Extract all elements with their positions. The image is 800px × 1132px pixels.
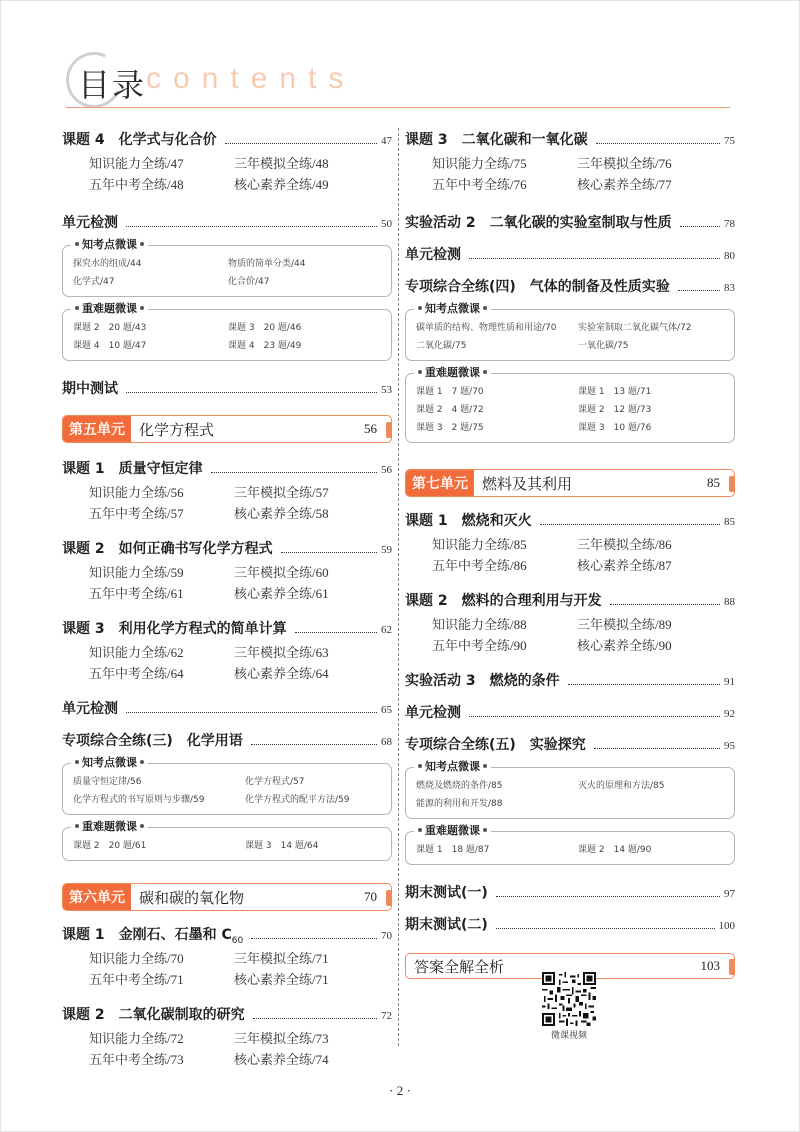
- bullet-icon: [140, 242, 144, 246]
- entry-title: 实验活动 3 燃烧的条件: [405, 673, 560, 689]
- entry-page: 53: [381, 384, 392, 396]
- subsection-list: [62, 1028, 392, 1070]
- sub-item[interactable]: 核心素养全练/49: [234, 177, 329, 192]
- entry-title: 单元检测: [405, 247, 461, 263]
- entry-title: 单元检测: [405, 705, 461, 721]
- sub-item[interactable]: 三年模拟全练/86: [577, 537, 672, 552]
- sub-item[interactable]: 知识能力全练/56: [89, 485, 184, 500]
- micro-lesson-item[interactable]: 课题 1 7 题/70: [416, 387, 484, 397]
- leader-dots: [610, 604, 720, 605]
- sub-item[interactable]: 核心素养全练/58: [234, 506, 329, 521]
- micro-lesson-item[interactable]: 探究水的组成/44: [73, 259, 142, 269]
- leader-dots: [251, 938, 377, 939]
- micro-lesson-item[interactable]: 一氧化碳/75: [578, 341, 629, 351]
- entry-page: 59: [381, 544, 392, 556]
- micro-lesson-item[interactable]: 课题 3 14 题/64: [245, 841, 319, 851]
- box-label: [414, 760, 491, 774]
- micro-lesson-item[interactable]: 质量守恒定律/56: [73, 777, 142, 787]
- leader-dots: [678, 290, 720, 291]
- toc-entry-exp3[interactable]: [405, 671, 735, 691]
- entry-title: 课题 1 质量守恒定律: [62, 461, 203, 477]
- micro-lesson-item[interactable]: 课题 3 20 题/46: [228, 323, 302, 333]
- box-label: [71, 302, 148, 316]
- entry-page: 97: [724, 888, 735, 900]
- unit-page: 70: [364, 889, 377, 904]
- toc-entry-unit-test[interactable]: [405, 703, 735, 723]
- micro-lesson-box-difficult: [62, 302, 392, 361]
- right-column: [405, 122, 735, 979]
- page-subtitle: contents: [146, 62, 356, 95]
- bullet-icon: [140, 824, 144, 828]
- subsection-list: [405, 614, 735, 656]
- entry-title: 课题 2 二氧化碳制取的研究: [62, 1007, 245, 1023]
- answers-title: 答案全解全析: [414, 957, 505, 976]
- unit-tag: 第六单元: [63, 884, 131, 910]
- toc-entry-u5-topic2[interactable]: [62, 539, 392, 559]
- micro-lesson-item[interactable]: 化学式/47: [73, 277, 115, 287]
- box-label: [71, 238, 148, 252]
- entry-title-subscript: 60: [231, 935, 244, 946]
- entry-page: 70: [381, 930, 392, 942]
- leader-dots: [251, 744, 377, 745]
- sub-item[interactable]: 核心素养全练/87: [577, 558, 672, 573]
- micro-lesson-item[interactable]: 课题 4 10 题/47: [73, 341, 147, 351]
- micro-lesson-item[interactable]: 化合价/47: [228, 277, 270, 287]
- toc-entry-u5-topic3[interactable]: [62, 619, 392, 639]
- leader-dots: [281, 552, 377, 553]
- entry-page: 88: [724, 596, 735, 608]
- unit-header-6[interactable]: [62, 883, 392, 911]
- sub-item[interactable]: 核心素养全练/64: [234, 666, 329, 681]
- entry-title: [62, 925, 243, 951]
- entry-page: 47: [381, 135, 392, 147]
- unit-name: 化学方程式: [139, 420, 215, 439]
- micro-lesson-item[interactable]: 课题 2 20 题/61: [73, 841, 147, 851]
- page-title: 目录: [78, 66, 147, 104]
- sub-item[interactable]: 三年模拟全练/57: [234, 485, 329, 500]
- bullet-icon: [418, 764, 422, 768]
- sub-item[interactable]: 五年中考全练/73: [89, 1052, 184, 1067]
- sub-item[interactable]: 五年中考全练/86: [432, 558, 527, 573]
- sub-item[interactable]: 三年模拟全练/60: [234, 565, 329, 580]
- entry-page: 83: [724, 282, 735, 294]
- entry-page: 68: [381, 736, 392, 748]
- answers-page: 103: [700, 958, 720, 973]
- subsection-list: [62, 153, 392, 195]
- micro-lesson-item[interactable]: 课题 2 14 题/90: [578, 845, 652, 855]
- header-rule: [66, 107, 730, 108]
- entry-title: 实验活动 2 二氧化碳的实验室制取与性质: [405, 215, 672, 231]
- entry-page: 56: [381, 464, 392, 476]
- entry-page: 95: [724, 740, 735, 752]
- micro-lesson-item[interactable]: 课题 1 13 题/71: [578, 387, 652, 397]
- leader-dots: [496, 896, 720, 897]
- micro-lesson-box-knowledge: [405, 302, 735, 361]
- toc-entry-unit-test[interactable]: [62, 213, 392, 233]
- bullet-icon: [483, 370, 487, 374]
- toc-entry-final2[interactable]: [405, 915, 735, 935]
- toc-entry-special3[interactable]: [62, 731, 392, 751]
- micro-lesson-item[interactable]: 课题 1 18 题/87: [416, 845, 490, 855]
- subsection-list: [62, 642, 392, 684]
- unit-header-7[interactable]: [405, 469, 735, 497]
- entry-title: 课题 1 燃烧和灭火: [405, 513, 532, 529]
- sub-item[interactable]: 知识能力全练/72: [89, 1031, 184, 1046]
- box-label-text: 重难题微课: [425, 824, 480, 837]
- sub-item[interactable]: 五年中考全练/76: [432, 177, 527, 192]
- box-label: [414, 824, 491, 838]
- bullet-icon: [75, 242, 79, 246]
- bullet-icon: [75, 306, 79, 310]
- entry-title: 期末测试(二): [405, 917, 488, 933]
- box-label-text: 重难题微课: [82, 820, 137, 833]
- sub-item[interactable]: 知识能力全练/85: [432, 537, 527, 552]
- toc-entry-topic4[interactable]: [62, 130, 392, 150]
- leader-dots: [594, 748, 720, 749]
- micro-lesson-box-knowledge: [62, 238, 392, 297]
- micro-lesson-item[interactable]: 课题 2 12 题/73: [578, 405, 652, 415]
- toc-entry-special5[interactable]: [405, 735, 735, 755]
- micro-lesson-box-knowledge: [405, 760, 735, 819]
- unit-tag: 第七单元: [406, 470, 474, 496]
- box-label: [71, 756, 148, 770]
- subsection-list: [62, 482, 392, 524]
- subsection-list: [62, 948, 392, 990]
- box-label-text: 重难题微课: [425, 366, 480, 379]
- micro-lesson-item[interactable]: 化学方程式的配平方法/59: [245, 795, 350, 805]
- toc-entry-special4[interactable]: [405, 277, 735, 297]
- sub-item[interactable]: 知识能力全练/62: [89, 645, 184, 660]
- qr-caption: 微课视频: [550, 1031, 587, 1041]
- micro-lesson-item[interactable]: 能源的利用和开发/88: [416, 799, 503, 809]
- entry-title: 课题 2 燃料的合理利用与开发: [405, 593, 602, 609]
- box-label: [414, 302, 491, 316]
- qr-code-icon[interactable]: [542, 972, 596, 1026]
- leader-dots: [225, 143, 377, 144]
- sub-item[interactable]: 知识能力全练/70: [89, 951, 184, 966]
- sub-item[interactable]: 知识能力全练/88: [432, 617, 527, 632]
- micro-lesson-item[interactable]: 二氧化碳/75: [416, 341, 467, 351]
- leader-dots: [469, 716, 720, 717]
- toc-entry-u7-topic1[interactable]: [405, 511, 735, 531]
- micro-lesson-item[interactable]: 课题 4 23 题/49: [228, 341, 302, 351]
- box-label-text: 重难题微课: [82, 302, 137, 315]
- column-divider: [398, 128, 399, 1046]
- entry-title: 课题 2 如何正确书写化学方程式: [62, 541, 273, 557]
- entry-title: 期中测试: [62, 381, 118, 397]
- page-number: · 2 ·: [389, 1083, 411, 1098]
- entry-title: 期末测试(一): [405, 885, 488, 901]
- sub-item[interactable]: 三年模拟全练/73: [234, 1031, 329, 1046]
- sub-item[interactable]: 核心素养全练/90: [577, 638, 672, 653]
- leader-dots: [126, 392, 377, 393]
- box-label-text: 知考点微课: [425, 760, 480, 773]
- sub-item[interactable]: 五年中考全练/57: [89, 506, 184, 521]
- sub-item[interactable]: 核心素养全练/61: [234, 586, 329, 601]
- unit-page: 85: [707, 475, 720, 490]
- toc-entry-midterm[interactable]: [62, 379, 392, 399]
- box-label-text: 知考点微课: [82, 756, 137, 769]
- micro-lesson-item[interactable]: 灭火的原理和方法/85: [578, 781, 665, 791]
- bullet-icon: [483, 764, 487, 768]
- bullet-icon: [483, 306, 487, 310]
- unit-name: 碳和碳的氧化物: [139, 888, 245, 907]
- entry-page: 78: [724, 218, 735, 230]
- entry-page: 72: [381, 1010, 392, 1022]
- sub-item[interactable]: 三年模拟全练/76: [577, 156, 672, 171]
- bullet-icon: [75, 760, 79, 764]
- unit-header-5[interactable]: [62, 415, 392, 443]
- leader-dots: [126, 226, 377, 227]
- micro-lesson-item[interactable]: 课题 2 4 题/72: [416, 405, 484, 415]
- subsection-list: [62, 562, 392, 604]
- box-label: [414, 366, 491, 380]
- toc-entry-u5-topic1[interactable]: [62, 459, 392, 479]
- sub-item[interactable]: 五年中考全练/71: [89, 972, 184, 987]
- entry-page: 92: [724, 708, 735, 720]
- sub-item[interactable]: 三年模拟全练/89: [577, 617, 672, 632]
- bullet-icon: [418, 306, 422, 310]
- bullet-icon: [483, 828, 487, 832]
- box-label: [71, 820, 148, 834]
- sub-item[interactable]: 核心素养全练/77: [577, 177, 672, 192]
- entry-title: 课题 4 化学式与化合价: [62, 132, 217, 148]
- unit-name: 燃料及其利用: [482, 474, 573, 493]
- toc-entry-u6-topic2[interactable]: [62, 1005, 392, 1025]
- entry-page: 85: [724, 516, 735, 528]
- box-label-text: 知考点微课: [425, 302, 480, 315]
- entry-page: 75: [724, 135, 735, 147]
- leader-dots: [568, 684, 720, 685]
- micro-lesson-item[interactable]: 实验室制取二氧化碳气体/72: [578, 323, 692, 333]
- bullet-icon: [418, 828, 422, 832]
- leader-dots: [469, 258, 720, 259]
- micro-lesson-item[interactable]: 课题 3 10 题/76: [578, 423, 652, 433]
- micro-lesson-box-difficult: [405, 824, 735, 865]
- subsection-list: [405, 534, 735, 576]
- entry-page: 100: [718, 920, 735, 932]
- micro-lesson-item[interactable]: 化学方程式的书写原则与步骤/59: [73, 795, 205, 805]
- leader-dots: [211, 472, 377, 473]
- subsection-list: [405, 153, 735, 195]
- micro-lesson-item[interactable]: 物质的简单分类/44: [228, 259, 306, 269]
- entry-page: 50: [381, 218, 392, 230]
- leader-dots: [253, 1018, 377, 1019]
- sub-item[interactable]: 知识能力全练/75: [432, 156, 527, 171]
- micro-lesson-item[interactable]: 课题 2 20 题/43: [73, 323, 147, 333]
- sub-item[interactable]: 知识能力全练/47: [89, 156, 184, 171]
- micro-lesson-item[interactable]: 燃烧及燃烧的条件/85: [416, 781, 503, 791]
- unit-tag: 第五单元: [63, 416, 131, 442]
- sub-item[interactable]: 核心素养全练/71: [234, 972, 329, 987]
- entry-title: 单元检测: [62, 215, 118, 231]
- toc-entry-unit-test[interactable]: [62, 699, 392, 719]
- sub-item[interactable]: 五年中考全练/48: [89, 177, 184, 192]
- left-column: [62, 122, 392, 1070]
- entry-page: 62: [381, 624, 392, 636]
- sub-item[interactable]: 三年模拟全练/48: [234, 156, 329, 171]
- toc-entry-u6-topic1[interactable]: [62, 925, 392, 945]
- bullet-icon: [140, 306, 144, 310]
- box-label-text: 知考点微课: [82, 238, 137, 251]
- toc-entry-exp2[interactable]: [405, 213, 735, 233]
- sub-item[interactable]: 五年中考全练/61: [89, 586, 184, 601]
- entry-title: 专项综合全练(三) 化学用语: [62, 733, 243, 749]
- sub-item[interactable]: 知识能力全练/59: [89, 565, 184, 580]
- sub-item[interactable]: 核心素养全练/74: [234, 1052, 329, 1067]
- entry-title: 课题 3 二氧化碳和一氧化碳: [405, 132, 588, 148]
- entry-page: 80: [724, 250, 735, 262]
- toc-entry-final1[interactable]: [405, 883, 735, 903]
- leader-dots: [295, 632, 377, 633]
- sub-item[interactable]: 五年中考全练/90: [432, 638, 527, 653]
- entry-title: 单元检测: [62, 701, 118, 717]
- leader-dots: [496, 928, 715, 929]
- toc-entry-u6-topic3[interactable]: [405, 130, 735, 150]
- entry-title: 课题 3 利用化学方程式的简单计算: [62, 621, 287, 637]
- sub-item[interactable]: 三年模拟全练/71: [234, 951, 329, 966]
- micro-lesson-box-difficult: [405, 366, 735, 443]
- leader-dots: [126, 712, 377, 713]
- toc-entry-unit-test[interactable]: [405, 245, 735, 265]
- toc-entry-u7-topic2[interactable]: [405, 591, 735, 611]
- leader-dots: [540, 524, 720, 525]
- entry-title-text: 课题 1 金刚石、石墨和 C: [62, 927, 232, 943]
- micro-lesson-box-knowledge: [62, 756, 392, 815]
- entry-page: 91: [724, 676, 735, 688]
- entry-page: 65: [381, 704, 392, 716]
- micro-lesson-box-difficult: [62, 820, 392, 861]
- sub-item[interactable]: 三年模拟全练/63: [234, 645, 329, 660]
- micro-lesson-item[interactable]: 碳单质的结构、物理性质和用途/70: [416, 323, 557, 333]
- micro-lesson-item[interactable]: 课题 3 2 题/75: [416, 423, 484, 433]
- micro-lesson-item[interactable]: 化学方程式/57: [245, 777, 305, 787]
- unit-page: 56: [364, 421, 377, 436]
- bullet-icon: [75, 824, 79, 828]
- entry-title: 专项综合全练(四) 气体的制备及性质实验: [405, 279, 670, 295]
- leader-dots: [680, 226, 720, 227]
- bullet-icon: [418, 370, 422, 374]
- entry-title: 专项综合全练(五) 实验探究: [405, 737, 586, 753]
- leader-dots: [596, 143, 720, 144]
- sub-item[interactable]: 五年中考全练/64: [89, 666, 184, 681]
- bullet-icon: [140, 760, 144, 764]
